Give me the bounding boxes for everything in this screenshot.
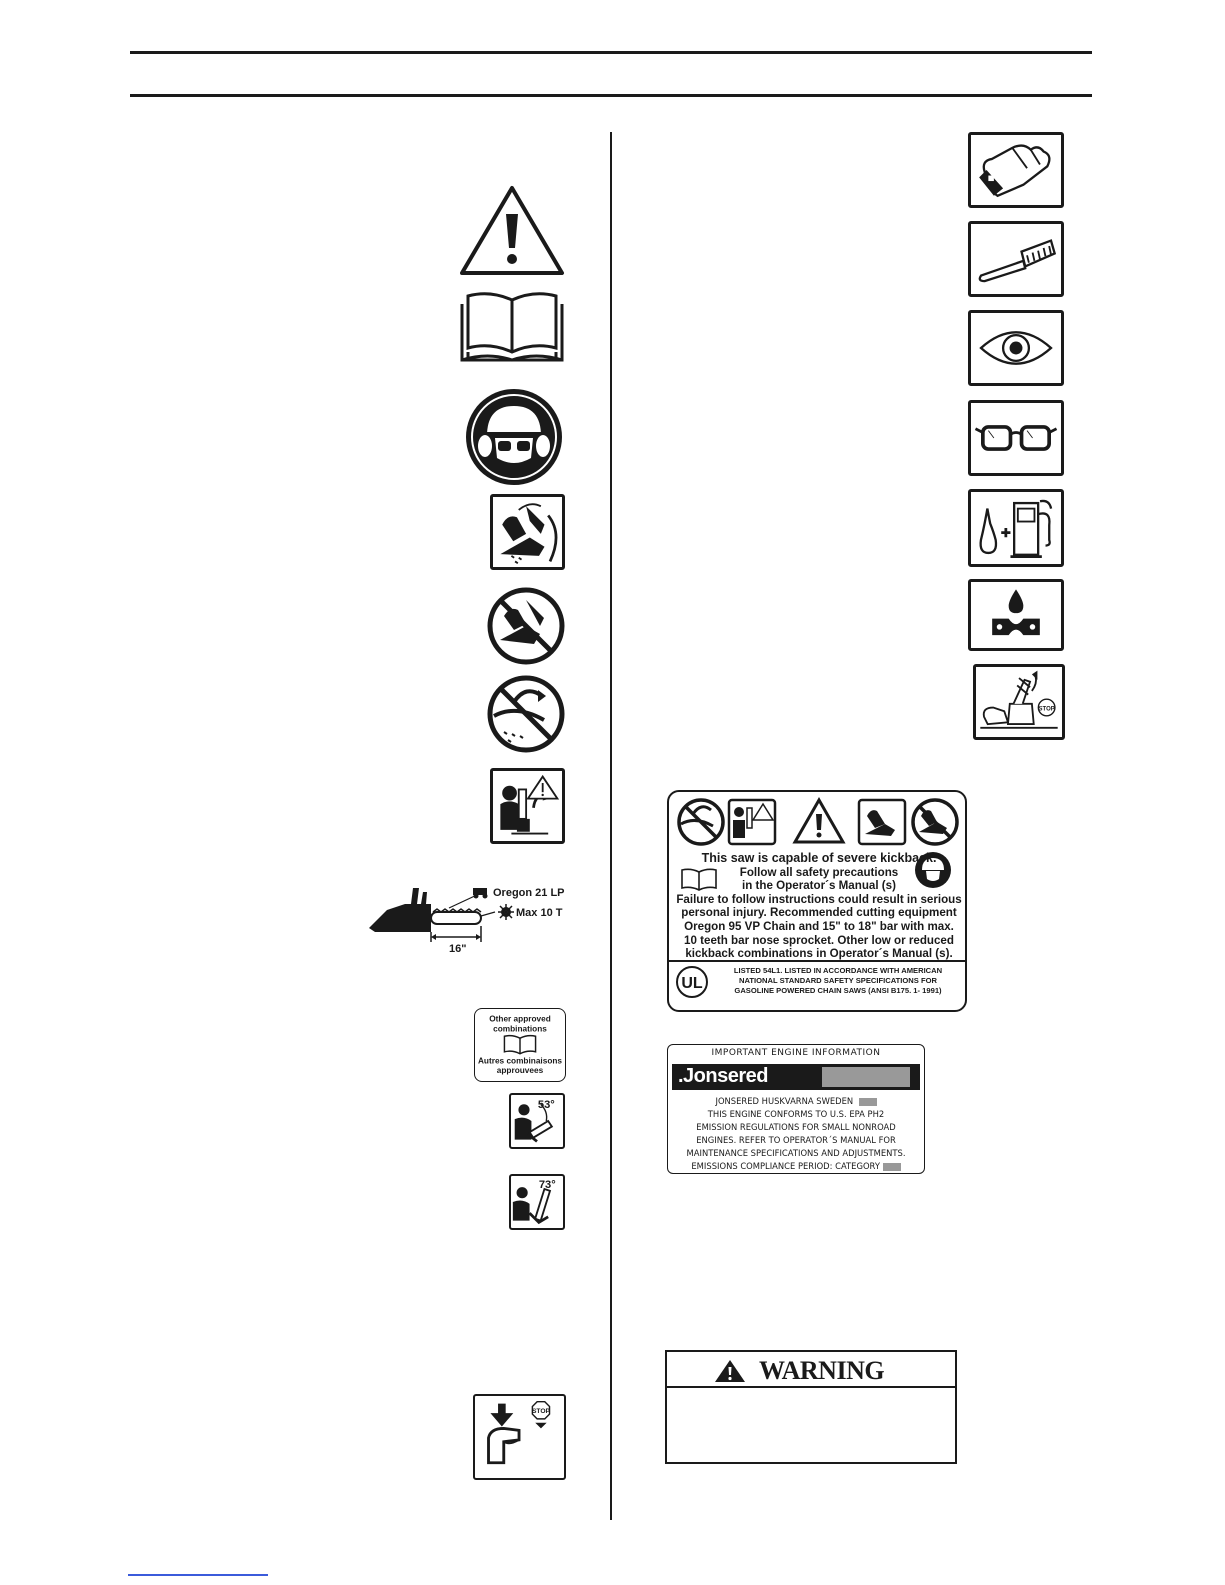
engine-line-6: EMISSIONS COMPLIANCE PERIOD: CATEGORY [691,1161,880,1171]
decal-no-tip-contact-icon [679,800,723,844]
warning-triangle-icon [458,182,566,278]
ul-line-3: GASOLINE POWERED CHAIN SAWS (ANSI B175. 1- 1991) [734,986,942,995]
engine-label-title: IMPORTANT ENGINE INFORMATION [711,1048,881,1058]
decal-warning-triangle-icon [795,800,843,842]
decal-line-6: Oregon 95 VP Chain and 15" to 18" bar with max. [684,919,954,933]
column-divider [610,132,612,1520]
engine-line-3: EMISSION REGULATIONS FOR SMALL NONROAD [696,1122,896,1132]
two-hand-operation-icon [490,494,565,570]
decal-line-7: 10 teeth bar nose sprocket. Other low or reduced [684,933,954,947]
decal-symbol-row [675,796,963,848]
fuel-mixture-icon [968,489,1064,567]
bar-length-label: 16" [449,943,467,954]
warning-header [667,1352,955,1388]
decal-no-one-hand-icon [913,800,957,844]
engine-code-field [859,1098,877,1106]
eye-protection-icon [968,400,1064,476]
read-manual-icon [458,290,566,364]
kickback-warning-decal [667,790,967,1012]
approved-en-line2: combinations [493,1024,547,1034]
approved-combinations-icon [474,1008,566,1082]
approved-fr-line1: Autres combinaisons [477,1056,563,1066]
ul-mark-label: UL [681,975,703,992]
decal-line-4: Failure to follow instructions could result in serious [676,892,962,906]
chain-oil-icon [968,579,1064,651]
no-bar-tip-contact-icon [486,674,566,754]
sprocket-label: Max 10 T [516,907,563,919]
decal-line-5: personal injury. Recommended cutting equipment [681,906,957,920]
stop-switch-icon [473,1394,566,1480]
brand-logo: .Jonsered [678,1065,768,1087]
angle-53-label: 53° [537,1099,555,1111]
decal-two-hands-icon [859,800,905,844]
header-rule-top [130,51,1092,54]
ul-line-1: LISTED 54L1. LISTED IN ACCORDANCE WITH AMERICAN [733,966,943,975]
ul-line-2: NATIONAL STANDARD SAFETY SPECIFICATIONS FOR [738,976,937,985]
kickback-warning-icon [490,768,565,844]
decal-line-2: Follow all safety precautions [739,865,899,879]
footer-link-underline[interactable] [128,1574,268,1576]
engine-family-field [822,1067,910,1087]
stop-engine-before-moving-icon [973,664,1065,740]
decal-line-8: kickback combinations in Operator´s Manual (s). [685,947,953,961]
approved-en-line1: Other approved [489,1014,551,1024]
header-rule-bottom [130,94,1092,97]
warning-title: WARNING [759,1356,885,1385]
stop-engine-label: STOP [1038,706,1055,713]
approved-fr-line2: approuvees [496,1066,544,1076]
decal-line-3: in the Operator´s Manual (s) [742,879,896,893]
no-one-hand-operation-icon [486,586,566,666]
visual-inspection-icon [968,310,1064,386]
engine-line-1: JONSERED HUSKVARNA SWEDEN [715,1096,854,1106]
engine-line-2: THIS ENGINE CONFORMS TO U.S. EPA PH2 [707,1109,885,1119]
engine-line-4: ENGINES. REFER TO OPERATOR´S MANUAL FOR [696,1135,896,1145]
emission-category-field [883,1163,901,1171]
engine-line-5: MAINTENANCE SPECIFICATIONS AND ADJUSTMENTS. [686,1148,906,1158]
angle-73-label: 73° [538,1179,556,1192]
decal-kickback-icon [729,800,775,844]
warning-triangle-small-icon [713,1359,747,1383]
stop-switch-label: STOP [531,1408,550,1416]
chain-brake-angle-73-icon [509,1174,565,1230]
ul-listed-mark-icon [675,965,709,999]
protective-gloves-icon [968,132,1064,208]
decal-line-1: This saw is capable of severe kickback. [701,851,937,865]
chain-brake-angle-53-icon [509,1093,565,1149]
warning-box [665,1350,957,1464]
decal-ul-divider [669,960,965,962]
wear-protective-equipment-icon [463,386,565,488]
engine-information-label [667,1044,925,1174]
chain-type-label: Oregon 21 LP [493,887,565,899]
bar-chain-combination-icon [365,882,587,954]
cleaning-brush-icon [968,221,1064,297]
